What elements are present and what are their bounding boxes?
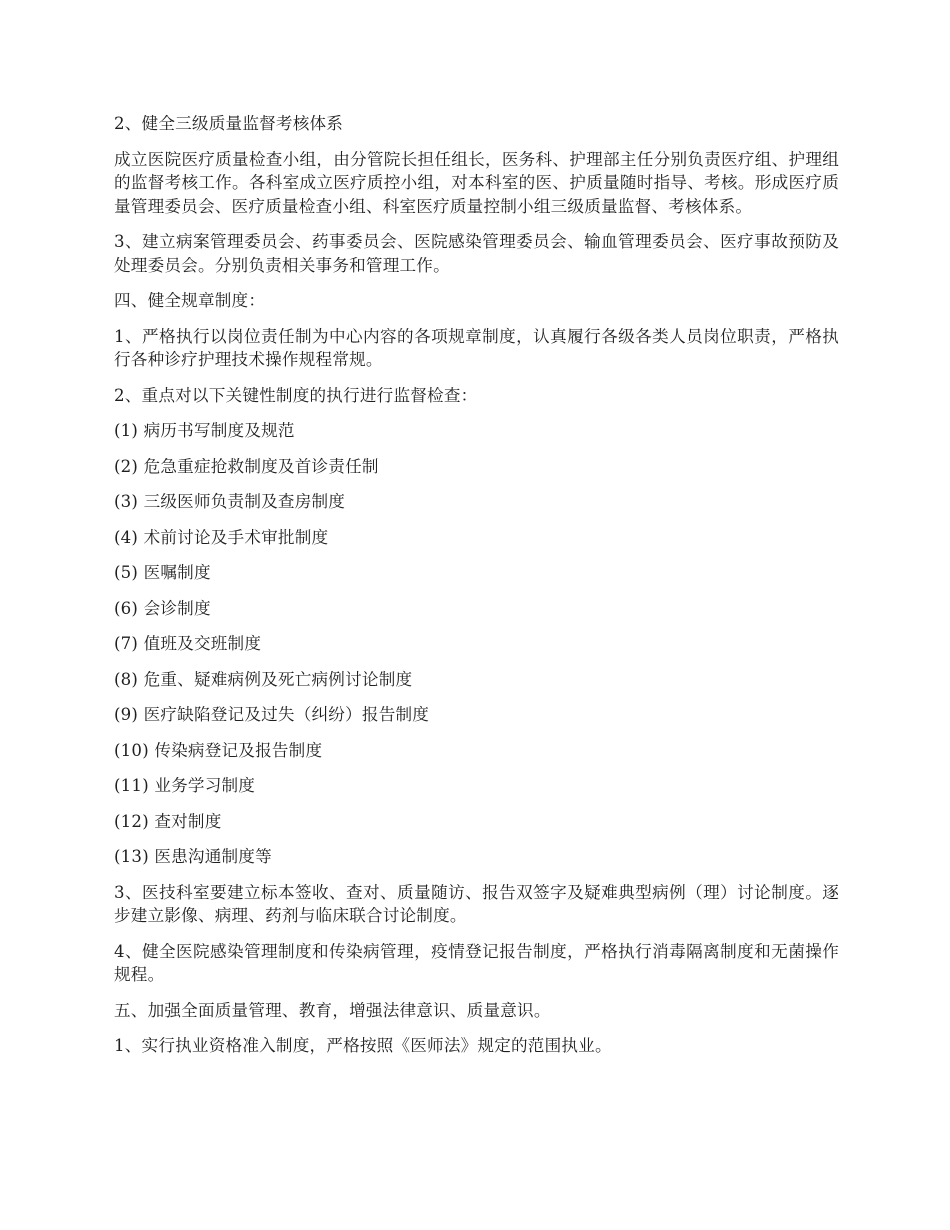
- list-item: (1) 病历书写制度及规范: [114, 421, 295, 440]
- list-item: (8) 危重、疑难病例及死亡病例讨论制度: [114, 669, 413, 689]
- list-item: (6) 会诊制度: [114, 598, 211, 618]
- list-item: (4) 术前讨论及手术审批制度: [114, 527, 329, 547]
- paragraph-section-2-heading: 2、健全三级质量监督考核体系: [114, 114, 344, 133]
- paragraph-rules-1: 1、严格执行以岗位责任制为中心内容的各项规章制度，认真履行各级各类人员岗位职责，严格执行各种诊疗护理技术操作规程常规。: [114, 326, 839, 369]
- paragraph-rules-4: 4、健全医院感染管理制度和传染病管理，疫情登记报告制度，严格执行消毒隔离制度和无菌操作规程。: [114, 941, 839, 984]
- paragraph-quality-1: 1、实行执业资格准入制度，严格按照《医师法》规定的范围执业。: [114, 1036, 612, 1055]
- list-item: (10) 传染病登记及报告制度: [114, 740, 323, 760]
- paragraph-committees: 3、建立病案管理委员会、药事委员会、医院感染管理委员会、输血管理委员会、医疗事故预防及处理委员会。分别负责相关事务和管理工作。: [114, 232, 839, 275]
- section-heading-rules: 四、健全规章制度：: [114, 291, 266, 310]
- list-item: (7) 值班及交班制度: [114, 634, 262, 653]
- paragraph-quality-team: 成立医院医疗质量检查小组，由分管院长担任组长，医务科、护理部主任分别负责医疗组、护理组的监督考核工作。各科室成立医疗质控小组，对本科室的医、护质量随时指导、考核。形成医疗质量管理委员会、医疗质量检查小组、科室医疗质量控制小组三级质量监督、考核体系。: [114, 149, 839, 216]
- list-item: (2) 危急重症抢救制度及首诊责任制: [114, 456, 379, 476]
- list-item: (5) 医嘱制度: [114, 563, 211, 582]
- paragraph-rules-3: 3、医技科室要建立标本签收、查对、质量随访、报告双签字及疑难典型病例（理）讨论制度。逐步建立影像、病理、药剂与临床联合讨论制度。: [114, 882, 839, 925]
- list-item: (13) 医患沟通制度等: [114, 847, 272, 866]
- paragraph-rules-2: 2、重点对以下关键性制度的执行进行监督检查：: [114, 385, 478, 405]
- list-item: (3) 三级医师负责制及查房制度: [114, 492, 346, 511]
- list-item: (12) 查对制度: [114, 811, 222, 831]
- document-body: [114, 112, 839, 1070]
- list-item: (11) 业务学习制度: [114, 776, 256, 795]
- list-item: (9) 医疗缺陷登记及过失（纠纷）报告制度: [114, 705, 430, 724]
- section-heading-quality-management: 五、加强全面质量管理、教育，增强法律意识、质量意识。: [114, 1000, 551, 1020]
